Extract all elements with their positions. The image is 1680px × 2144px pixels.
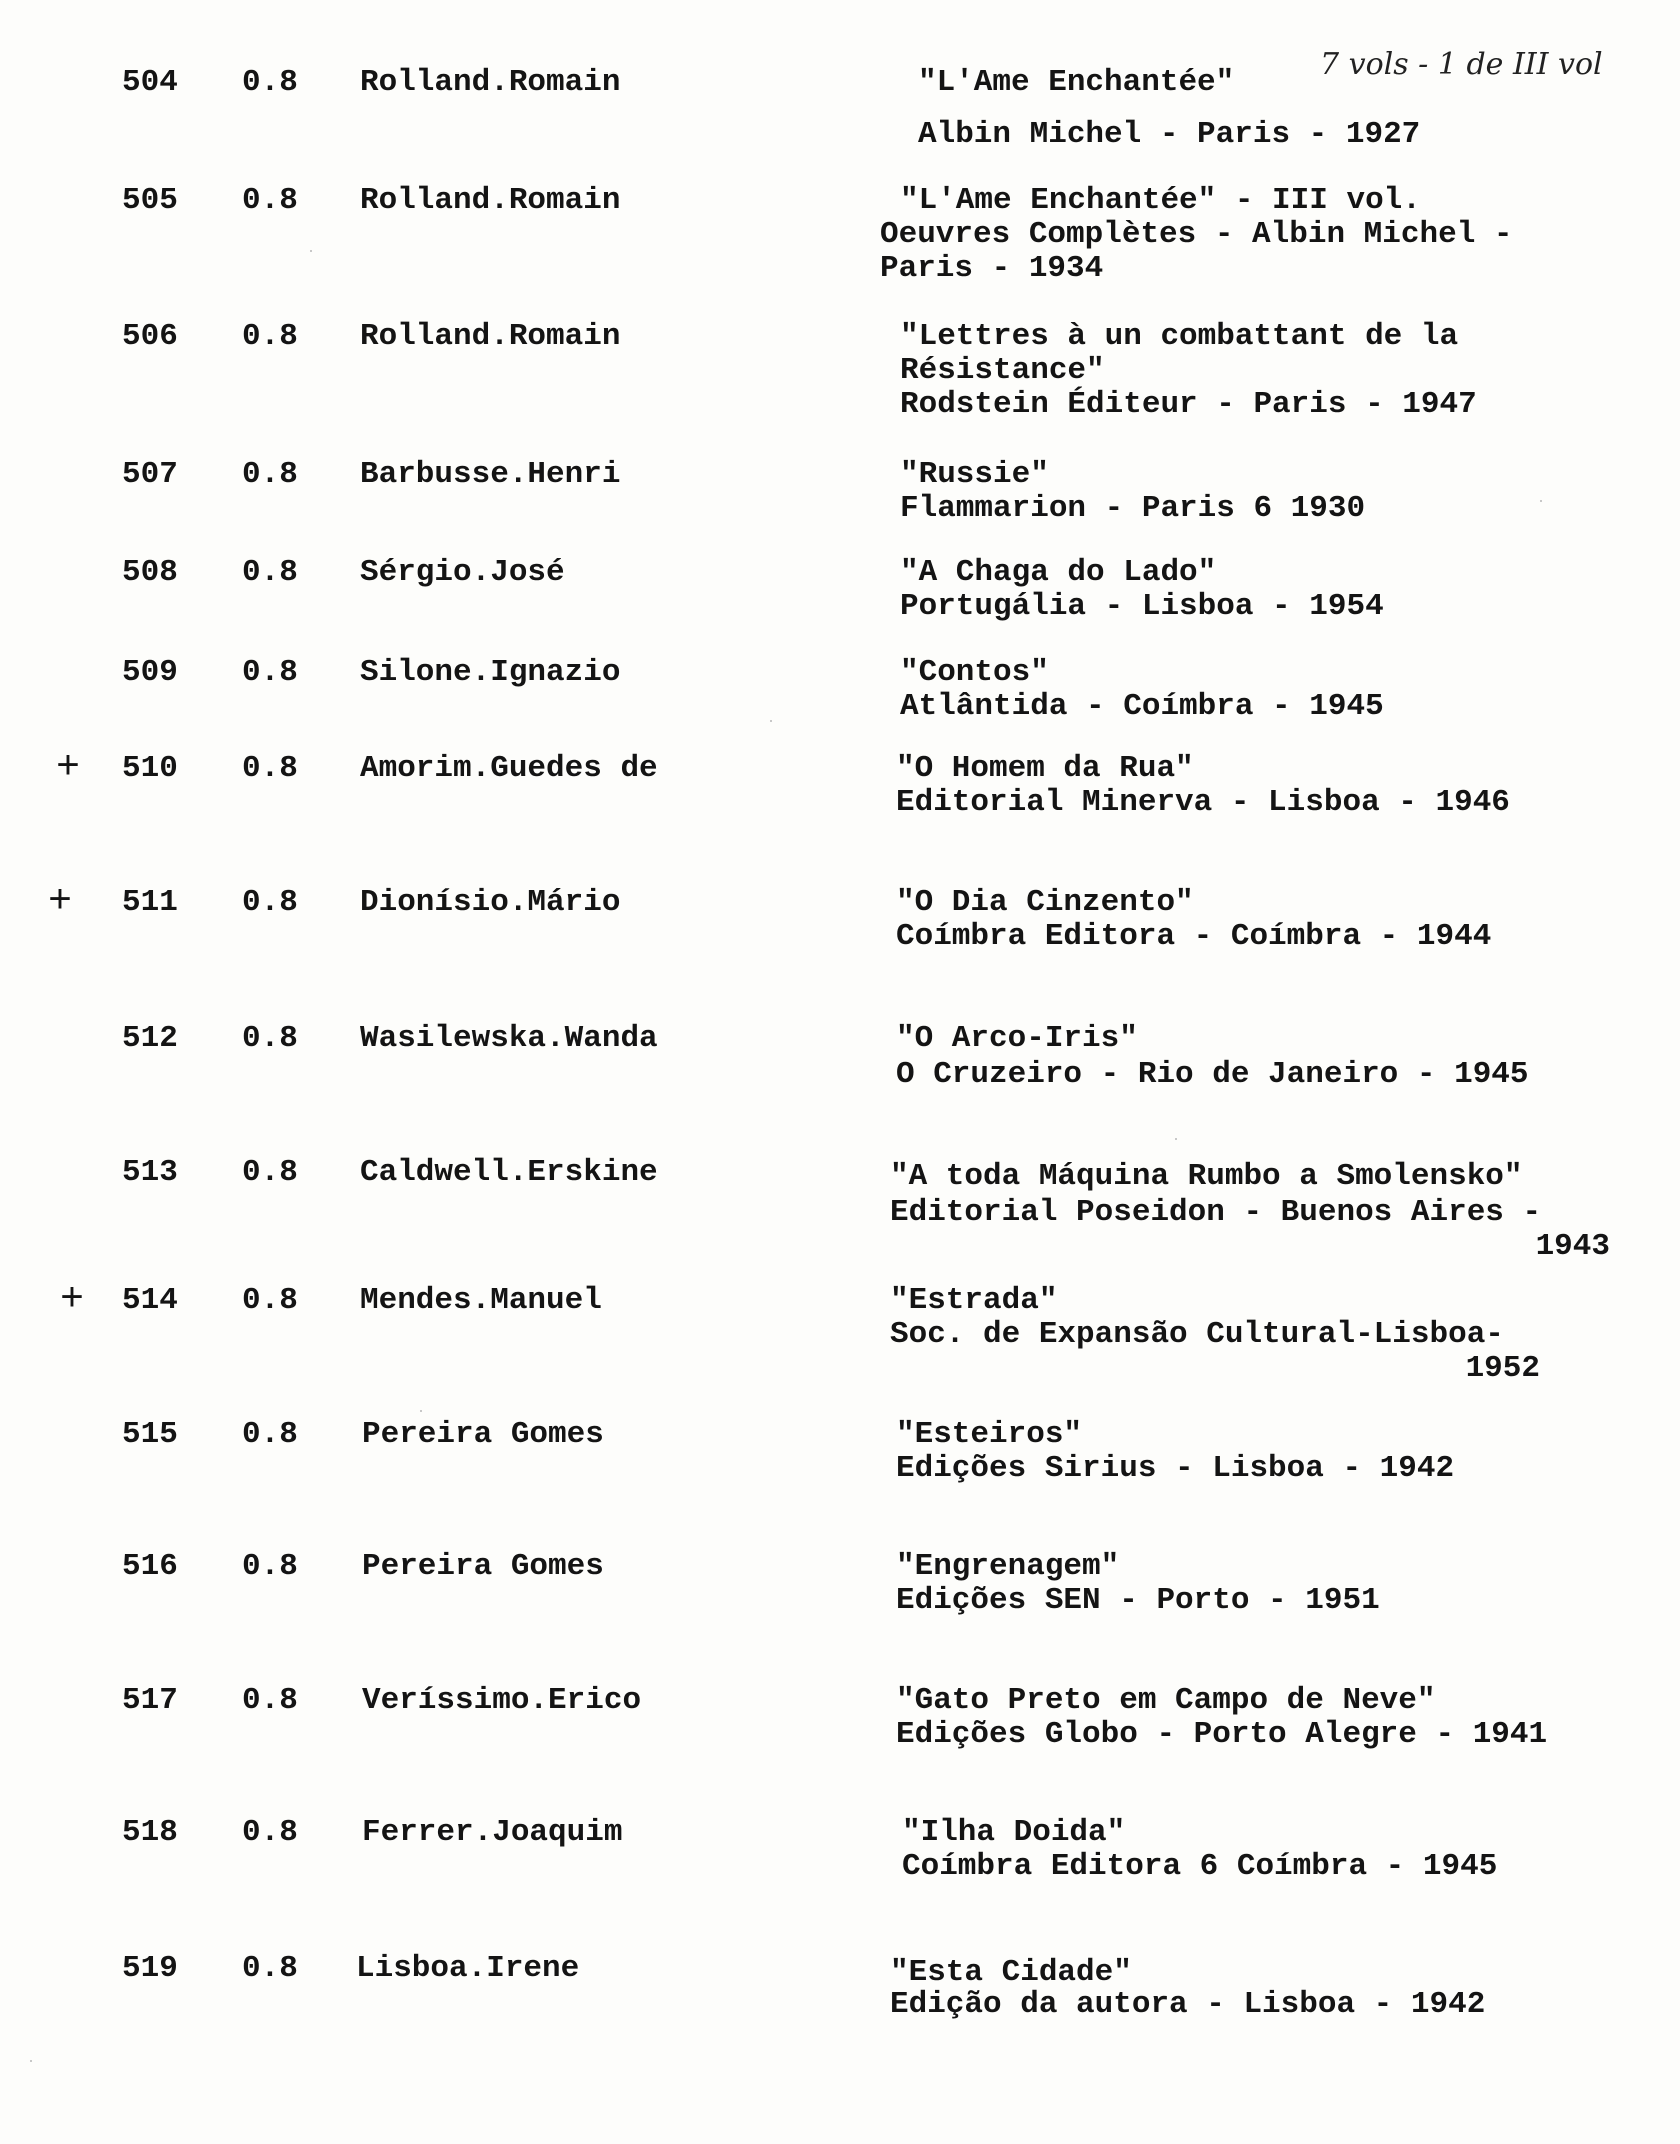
entry-classification: 0.8 xyxy=(242,1021,298,1056)
entry-publisher: Atlântida - Coímbra - 1945 xyxy=(900,689,1384,724)
entry-classification: 0.8 xyxy=(242,1283,298,1318)
entry-number: 506 xyxy=(122,319,178,354)
entry-number: 516 xyxy=(122,1549,178,1584)
paper-speck xyxy=(1175,1138,1177,1140)
entry-author: Veríssimo.Erico xyxy=(362,1683,642,1718)
entry-classification: 0.8 xyxy=(242,1815,298,1850)
entry-number: 504 xyxy=(122,65,178,100)
entry-author: Caldwell.Erskine xyxy=(360,1155,658,1190)
entry-publisher: Edições Sirius - Lisboa - 1942 xyxy=(896,1451,1455,1486)
entry-publisher: Oeuvres Complètes - Albin Michel - Paris - 1934 xyxy=(880,217,1532,286)
entry-author: Pereira Gomes xyxy=(362,1549,604,1584)
entry-publisher: Albin Michel - Paris - 1927 xyxy=(918,117,1421,152)
entry-author: Pereira Gomes xyxy=(362,1417,604,1452)
entry-title: "O Dia Cinzento" xyxy=(896,885,1194,920)
entry-classification: 0.8 xyxy=(242,319,298,354)
check-mark: + xyxy=(60,1278,85,1323)
entry-number: 510 xyxy=(122,751,178,786)
entry-number: 519 xyxy=(122,1951,178,1986)
entry-title: "O Homem da Rua" xyxy=(896,751,1194,786)
entry-title: "Estrada" xyxy=(890,1283,1058,1318)
entry-title: "A toda Máquina Rumbo a Smolensko" xyxy=(890,1159,1523,1194)
paper-speck xyxy=(310,250,312,252)
entry-publisher: O Cruzeiro - Rio de Janeiro - 1945 xyxy=(896,1057,1529,1092)
entry-number: 515 xyxy=(122,1417,178,1452)
entry-publisher: Editorial Minerva - Lisboa - 1946 xyxy=(896,785,1510,820)
entry-number: 509 xyxy=(122,655,178,690)
check-mark: + xyxy=(56,746,81,791)
paper-speck xyxy=(30,2060,32,2062)
entry-classification: 0.8 xyxy=(242,655,298,690)
entry-publisher: Portugália - Lisboa - 1954 xyxy=(900,589,1384,624)
entry-title: "Lettres à un combattant de la Résistance" xyxy=(900,319,1477,388)
entry-title: "Esta Cidade" xyxy=(890,1955,1132,1990)
entry-author: Lisboa.Irene xyxy=(356,1951,580,1986)
entry-number: 514 xyxy=(122,1283,178,1318)
entry-number: 507 xyxy=(122,457,178,492)
entry-classification: 0.8 xyxy=(242,555,298,590)
entry-number: 513 xyxy=(122,1155,178,1190)
entry-classification: 0.8 xyxy=(242,457,298,492)
entry-title: "Gato Preto em Campo de Neve" xyxy=(896,1683,1436,1718)
entry-publisher: Rodstein Éditeur - Paris - 1947 xyxy=(900,387,1477,422)
entry-publisher: Soc. de Expansão Cultural-Lisboa- xyxy=(890,1317,1504,1352)
entry-publisher: Edições Globo - Porto Alegre - 1941 xyxy=(896,1717,1548,1752)
entry-title: "L'Ame Enchantée" - III vol. xyxy=(900,183,1421,218)
entry-publisher: Coímbra Editora 6 Coímbra - 1945 xyxy=(902,1849,1498,1884)
entry-title: "O Arco-Iris" xyxy=(896,1021,1138,1056)
entry-author: Rolland.Romain xyxy=(360,183,621,218)
entry-title: "Esteiros" xyxy=(896,1417,1083,1452)
entry-publisher: Edição da autora - Lisboa - 1942 xyxy=(890,1987,1486,2022)
entry-author: Rolland.Romain xyxy=(360,319,621,354)
entry-publisher: Coímbra Editora - Coímbra - 1944 xyxy=(896,919,1492,954)
entry-author: Wasilewska.Wanda xyxy=(360,1021,658,1056)
entry-number: 517 xyxy=(122,1683,178,1718)
entry-author: Rolland.Romain xyxy=(360,65,621,100)
entry-publisher: Edições SEN - Porto - 1951 xyxy=(896,1583,1380,1618)
entry-publisher-year: 1952 xyxy=(1465,1351,1540,1386)
entry-number: 508 xyxy=(122,555,178,590)
entry-classification: 0.8 xyxy=(242,1683,298,1718)
entry-classification: 0.8 xyxy=(242,65,298,100)
handwritten-note: 7 vols - 1 de III vol xyxy=(1320,47,1603,82)
entry-title: "A Chaga do Lado" xyxy=(900,555,1217,590)
entry-author: Mendes.Manuel xyxy=(360,1283,602,1318)
entry-author: Amorim.Guedes de xyxy=(360,751,658,786)
entry-title: "Ilha Doida" xyxy=(902,1815,1126,1850)
entry-title: "Engrenagem" xyxy=(896,1549,1120,1584)
entry-publisher: Editorial Poseidon - Buenos Aires - xyxy=(890,1195,1542,1230)
entry-classification: 0.8 xyxy=(242,885,298,920)
entry-number: 505 xyxy=(122,183,178,218)
entry-number: 518 xyxy=(122,1815,178,1850)
entry-publisher-year: 1943 xyxy=(1535,1229,1610,1264)
check-mark: + xyxy=(48,880,73,925)
entry-publisher: Flammarion - Paris 6 1930 xyxy=(900,491,1366,526)
entry-author: Barbusse.Henri xyxy=(360,457,621,492)
paper-speck xyxy=(770,720,772,722)
entry-classification: 0.8 xyxy=(242,1155,298,1190)
entry-title: "Russie" xyxy=(900,457,1049,492)
entry-title: "L'Ame Enchantée" xyxy=(918,65,1235,100)
entry-title: "Contos" xyxy=(900,655,1049,690)
entry-classification: 0.8 xyxy=(242,1951,298,1986)
entry-classification: 0.8 xyxy=(242,1417,298,1452)
paper-speck xyxy=(420,1410,422,1412)
entry-author: Sérgio.José xyxy=(360,555,565,590)
entry-number: 512 xyxy=(122,1021,178,1056)
entry-classification: 0.8 xyxy=(242,1549,298,1584)
entry-number: 511 xyxy=(122,885,178,920)
entry-author: Ferrer.Joaquim xyxy=(362,1815,623,1850)
entry-author: Dionísio.Mário xyxy=(360,885,621,920)
entry-classification: 0.8 xyxy=(242,751,298,786)
entry-classification: 0.8 xyxy=(242,183,298,218)
entry-author: Silone.Ignazio xyxy=(360,655,621,690)
